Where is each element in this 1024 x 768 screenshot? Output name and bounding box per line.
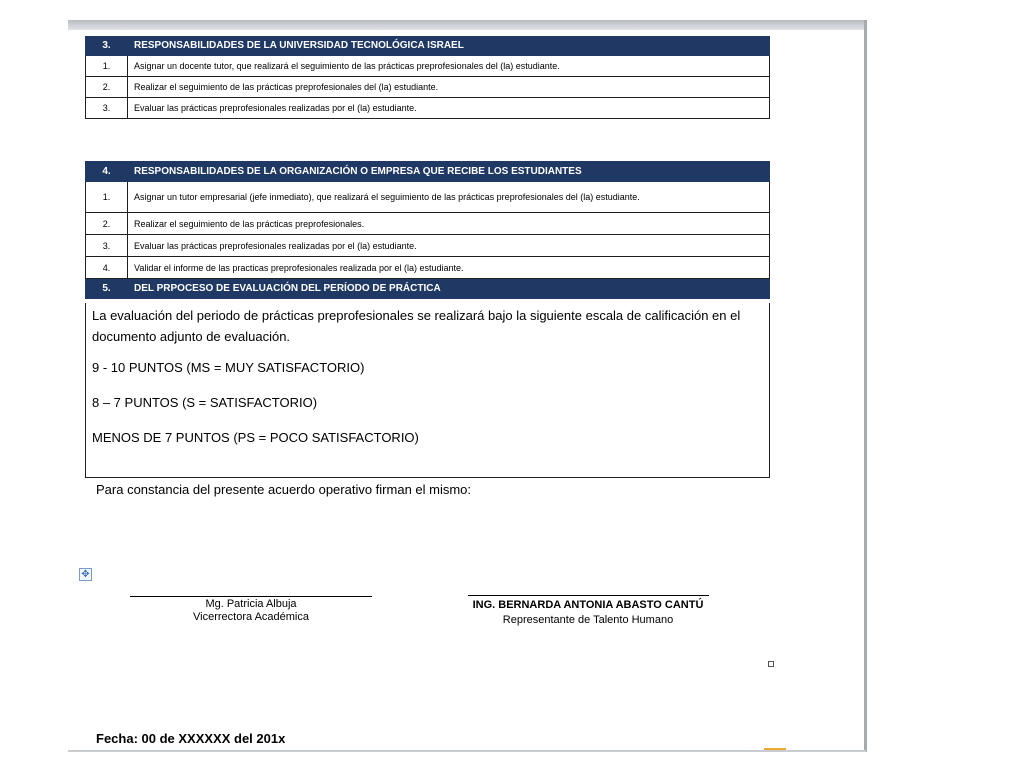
page-bottom-edge bbox=[68, 750, 866, 752]
section5-header bbox=[86, 279, 770, 299]
row-text: Evaluar las prácticas preprofesionales realizadas por el (la) estudiante. bbox=[128, 98, 770, 119]
section3-number: 3. bbox=[86, 37, 128, 56]
section3-table[interactable] bbox=[85, 36, 770, 119]
row-text: Asignar un docente tutor, que realizará el seguimiento de las prácticas preprofesionales del (la) estudiante. bbox=[128, 56, 770, 77]
row-number: 1. bbox=[86, 56, 128, 77]
scale-item-ms: 9 - 10 PUNTOS (MS = MUY SATISFACTORIO) bbox=[92, 360, 365, 375]
signatory-title-left: Vicerrectora Académica bbox=[193, 611, 309, 623]
signatory-name-right: ING. BERNARDA ANTONIA ABASTO CANTÚ bbox=[472, 599, 704, 611]
page-marker bbox=[764, 748, 786, 750]
row-text: Asignar un tutor empresarial (jefe inmediato), que realizará el seguimiento de las prácticas preprofesionales del (la) estudiante. bbox=[128, 182, 770, 213]
row-number: 3. bbox=[86, 235, 128, 257]
signatory-name-left: Mg. Patricia Albuja bbox=[205, 598, 297, 610]
row-text: Realizar el seguimiento de las prácticas preprofesionales. bbox=[128, 213, 770, 235]
date-line: Fecha: 00 de XXXXXX del 201x bbox=[96, 731, 286, 746]
scale-item-s: 8 – 7 PUNTOS (S = SATISFACTORIO) bbox=[92, 395, 318, 410]
section4-header bbox=[86, 162, 770, 182]
page-right-edge bbox=[864, 20, 867, 752]
signature-line-right bbox=[468, 595, 709, 596]
move-arrows-icon[interactable]: ✥ bbox=[79, 568, 92, 581]
section4-table[interactable] bbox=[85, 161, 770, 299]
section4-title: RESPONSABILIDADES DE LA ORGANIZACIÓN O EMPRESA QUE RECIBE LOS ESTUDIANTES bbox=[128, 162, 770, 182]
row-number: 3. bbox=[86, 98, 128, 119]
signature-line-left bbox=[130, 596, 372, 597]
table-row bbox=[86, 213, 770, 235]
signing-statement: Para constancia del presente acuerdo operativo firman el mismo: bbox=[96, 482, 472, 497]
document-page[interactable] bbox=[68, 30, 864, 750]
signatory-title-right: Representante de Talento Humano bbox=[502, 614, 674, 626]
row-text: Realizar el seguimiento de las prácticas preprofesionales del (la) estudiante. bbox=[128, 77, 770, 98]
table-row bbox=[86, 77, 770, 98]
row-number: 1. bbox=[86, 182, 128, 213]
row-text: Evaluar las prácticas preprofesionales realizadas por el (la) estudiante. bbox=[128, 235, 770, 257]
table-row bbox=[86, 257, 770, 279]
section5-title: DEL PRPOCESO DE EVALUACIÓN DEL PERÍODO DE PRÁCTICA bbox=[128, 279, 770, 299]
scale-item-ps: MENOS DE 7 PUNTOS (PS = POCO SATISFACTORIO) bbox=[92, 430, 419, 445]
page-top-shadow bbox=[68, 20, 866, 30]
table-row bbox=[86, 56, 770, 77]
table-row bbox=[86, 182, 770, 213]
section4-number: 4. bbox=[86, 162, 128, 182]
row-number: 2. bbox=[86, 77, 128, 98]
resize-handle-icon[interactable] bbox=[768, 661, 774, 667]
evaluation-intro: La evaluación del periodo de prácticas preprofesionales se realizará bajo la siguiente escala de calificación en el documento adjunto de evaluación. bbox=[92, 308, 741, 344]
section5-number: 5. bbox=[86, 279, 128, 299]
table-row bbox=[86, 235, 770, 257]
row-number: 2. bbox=[86, 213, 128, 235]
row-number: 4. bbox=[86, 257, 128, 279]
table-row bbox=[86, 98, 770, 119]
row-text: Validar el informe de las practicas preprofesionales realizada por el (la) estudiante. bbox=[128, 257, 770, 279]
section3-header bbox=[86, 37, 770, 56]
section5-body[interactable] bbox=[85, 303, 770, 478]
section3-title: RESPONSABILIDADES DE LA UNIVERSIDAD TECNOLÓGICA ISRAEL bbox=[128, 37, 770, 56]
